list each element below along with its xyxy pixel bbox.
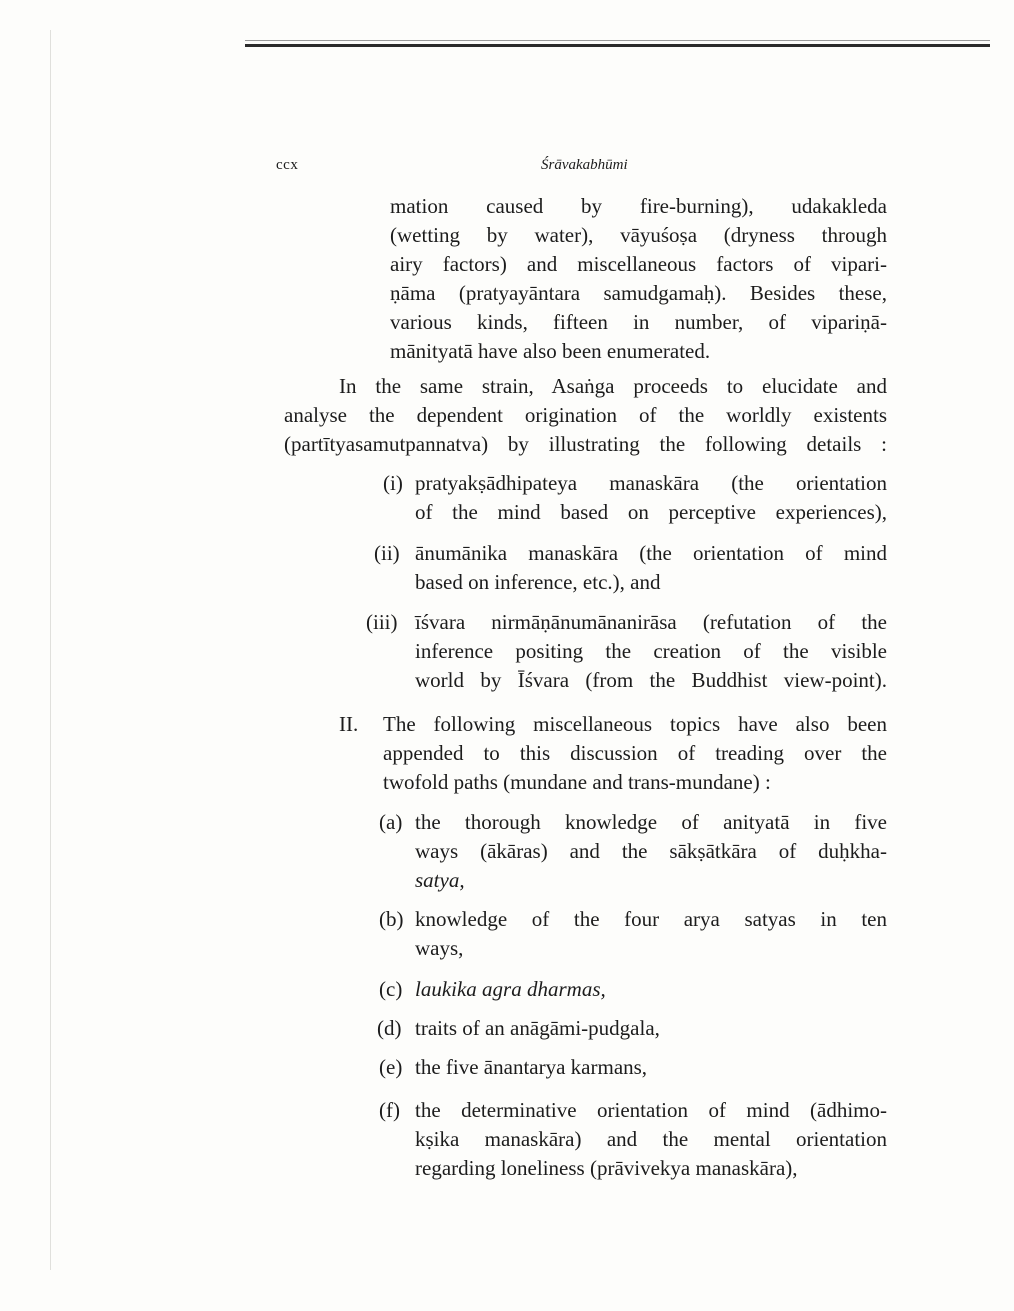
body-line: mānityatā have also been enumerated.: [390, 339, 711, 363]
list-marker: (d): [377, 1016, 402, 1040]
list-item-line: laukika agra dharmas,: [415, 977, 606, 1001]
body-line: ṇāma (pratyayāntara samudgamaḥ). Besides these,: [390, 281, 887, 305]
body-line: In the same strain, Asaṅga proceeds to elucidate and: [339, 374, 887, 398]
section-marker: II.: [339, 712, 359, 736]
list-item-line: the five ānantarya karmans,: [415, 1055, 648, 1079]
body-line: various kinds, fifteen in number, of vipariṇā-: [390, 310, 887, 334]
list-marker: (f): [379, 1098, 400, 1122]
list-marker: (c): [379, 977, 403, 1001]
list-item-line: satya,: [415, 868, 465, 892]
list-item-line: regarding loneliness (prāvivekya manaskāra),: [415, 1156, 798, 1180]
list-item-line: world by Īśvara (from the Buddhist view-point).: [415, 668, 887, 692]
running-title: Śrāvakabhūmi: [541, 157, 628, 173]
section-line: The following miscellaneous topics have also been: [383, 712, 887, 736]
list-item-line: kṣika manaskāra) and the mental orientation: [415, 1127, 887, 1151]
list-item-line: traits of an anāgāmi-pudgala,: [415, 1016, 660, 1040]
list-marker: (iii): [366, 610, 398, 634]
list-item-line: ways,: [415, 936, 464, 960]
section-line: appended to this discussion of treading over the: [383, 741, 887, 765]
list-marker: (e): [379, 1055, 403, 1079]
list-item-line: īśvara nirmāṇānumānanirāsa (refutation of the: [415, 610, 887, 634]
list-item-line: ānumānika manaskāra (the orientation of mind: [415, 541, 887, 565]
list-item-line: inference positing the creation of the visible: [415, 639, 887, 663]
list-item-line: knowledge of the four arya satyas in ten: [415, 907, 887, 931]
body-line: (partītyasamutpannatva) by illustrating the following details :: [284, 432, 887, 456]
list-item-line: of the mind based on perceptive experiences),: [415, 500, 887, 524]
body-line: (wetting by water), vāyuśoṣa (dryness through: [390, 223, 887, 247]
list-marker: (a): [379, 810, 403, 834]
section-line: twofold paths (mundane and trans-mundane) :: [383, 770, 771, 794]
body-line: mation caused by fire-burning), udakakleda: [390, 194, 887, 218]
list-item-line: the determinative orientation of mind (ādhimo-: [415, 1098, 887, 1122]
page-number: ccx: [276, 157, 299, 173]
list-item-line: pratyakṣādhipateya manaskāra (the orientation: [415, 471, 887, 495]
list-item-line: based on inference, etc.), and: [415, 570, 661, 594]
top-rule: [245, 44, 990, 47]
body-line: airy factors) and miscellaneous factors of vipari-: [390, 252, 887, 276]
list-item-line: the thorough knowledge of anityatā in five: [415, 810, 887, 834]
list-item-line: ways (ākāras) and the sākṣātkāra of duḥkha-: [415, 839, 887, 863]
body-line: analyse the dependent origination of the worldly existents: [284, 403, 887, 427]
page-edge: [50, 30, 51, 1270]
list-marker: (b): [379, 907, 404, 931]
list-marker: (ii): [374, 541, 400, 565]
top-rule-thin: [245, 40, 990, 41]
list-marker: (i): [383, 471, 403, 495]
